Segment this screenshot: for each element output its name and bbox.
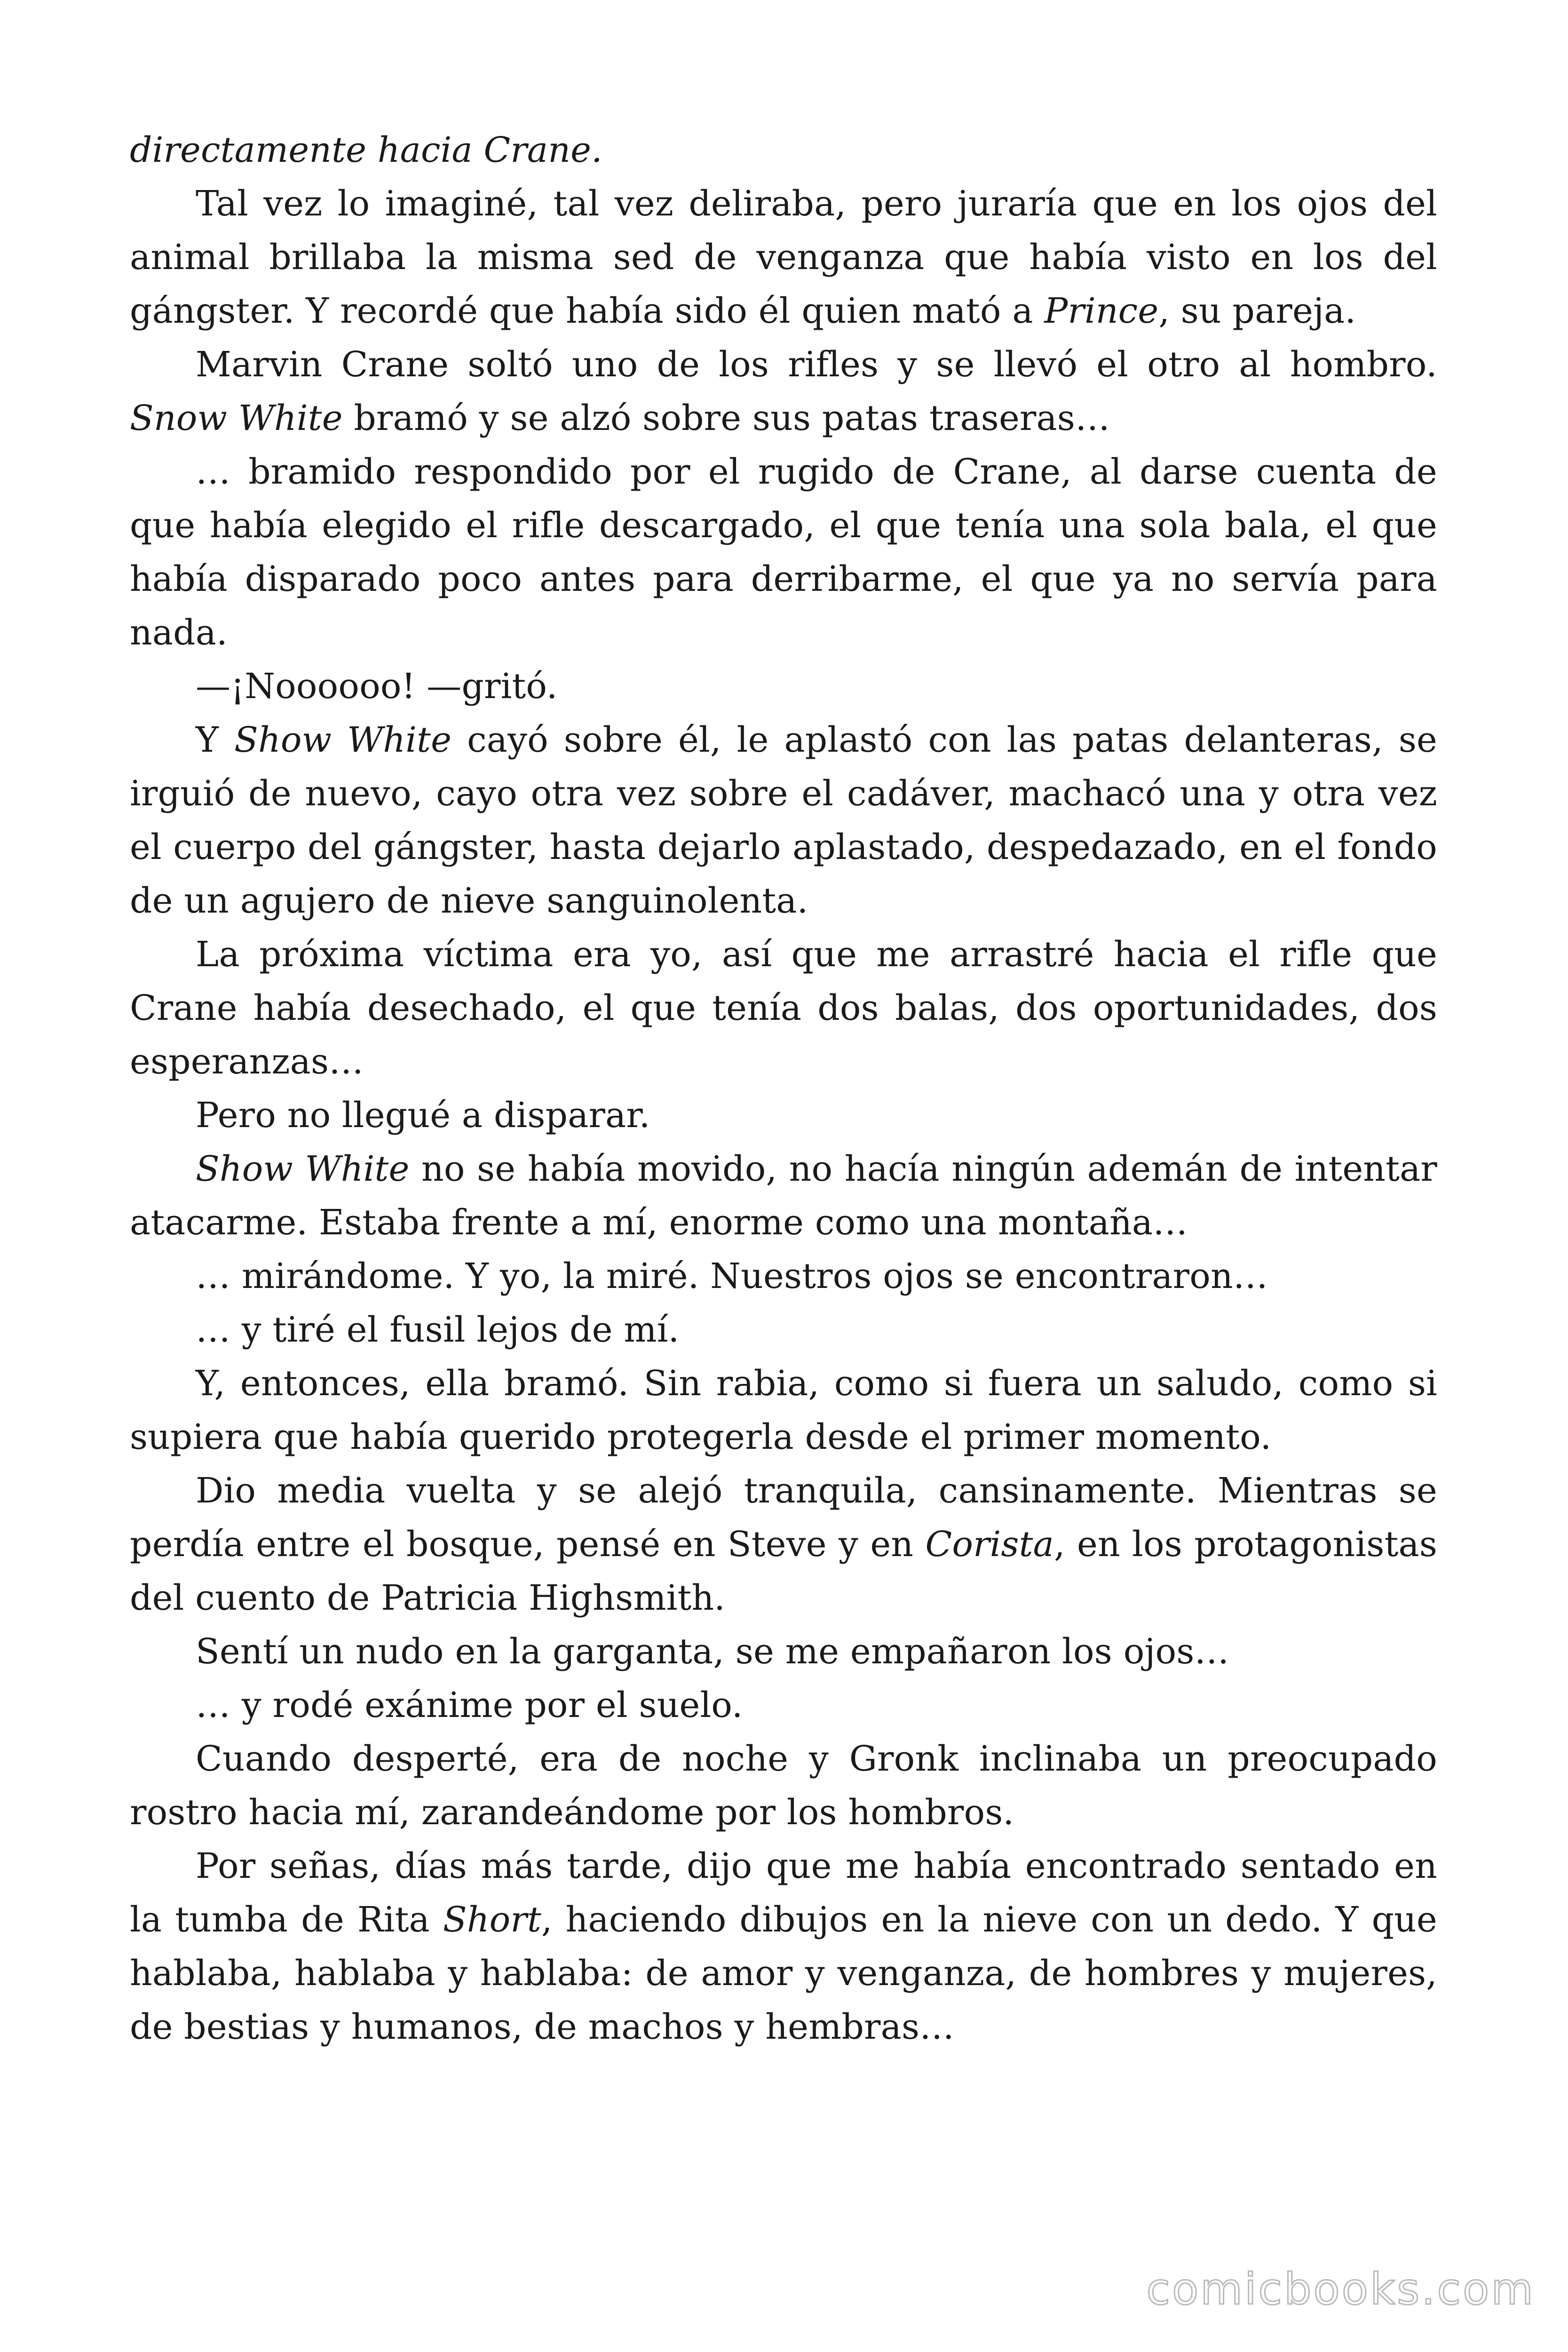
italic-text: Short — [443, 1899, 541, 1940]
text-segment: , haciendo dibujos en la nieve con un dedo. Y que hablaba, hablaba y hablaba: de amor y venganza, de hombres y mujeres, de bestias y humanos, de machos y hembras… — [130, 1899, 1437, 2047]
italic-text: Prince — [1044, 291, 1159, 331]
text-segment: Por señas, días más tarde, dijo que me había encontrado sentado en la tumba de Rita — [130, 1846, 1437, 1940]
text-segment: Marvin Crane soltó uno de los rifles y se llevó el otro al hombro. — [196, 344, 1437, 385]
paragraph — [130, 1249, 1437, 1303]
text-segment: … bramido respondido por el rugido de Crane, al darse cuenta de que había elegido el rifle descargado, el que tenía una sola bala, el que había disparado poco antes para derribarme, el que ya no servía para nada. — [130, 452, 1437, 653]
text-segment: no se había movido, no hacía ningún ademán de intentar atacarme. Estaba frente a mí, enorme como una montaña… — [130, 1149, 1437, 1243]
paragraph — [130, 177, 1437, 338]
text-segment: , su pareja. — [1158, 291, 1356, 331]
paragraph — [130, 1142, 1437, 1249]
text-segment: Dio media vuelta y se alejó tranquila, cansinamente. Mientras se perdía entre el bosque, pensé en Steve y en — [130, 1470, 1437, 1565]
text-segment: Sentí un nudo en la garganta, se me empañaron los ojos… — [196, 1631, 1229, 1672]
paragraph — [130, 928, 1437, 1089]
text-segment: , en los protagonistas del cuento de Patricia Highsmith. — [130, 1524, 1437, 1618]
text-segment: … y tiré el fusil lejos de mí. — [196, 1310, 680, 1350]
text-segment: Y — [196, 720, 235, 760]
text-segment: La próxima víctima era yo, así que me arrastré hacia el rifle que Crane había desechado, el que tenía dos balas, dos oportunidades, dos esperanzas… — [130, 934, 1437, 1082]
italic-text: directamente hacia Crane. — [130, 130, 602, 170]
paragraph — [130, 1625, 1437, 1678]
paragraph — [130, 1464, 1437, 1625]
paragraph — [130, 1089, 1437, 1142]
text-segment: … mirándome. Y yo, la miré. Nuestros ojos se encontraron… — [196, 1256, 1268, 1296]
text-segment: Y, entonces, ella bramó. Sin rabia, como si fuera un saludo, como si supiera que había querido protegerla desde el primer momento. — [130, 1363, 1437, 1457]
paragraph — [130, 1678, 1437, 1732]
text-segment: bramó y se alzó sobre sus patas traseras… — [342, 398, 1110, 438]
text-segment: Cuando desperté, era de noche y Gronk inclinaba un preocupado rostro hacia mí, zarandeándome por los hombros. — [130, 1739, 1437, 1833]
text-segment: … y rodé exánime por el suelo. — [196, 1685, 743, 1725]
text-segment: Pero no llegué a disparar. — [196, 1095, 650, 1136]
italic-text: Show White — [196, 1149, 410, 1189]
paragraph — [130, 1732, 1437, 1839]
italic-text: Show White — [234, 720, 452, 760]
paragraph — [130, 445, 1437, 660]
italic-text: Snow White — [130, 398, 343, 438]
text-segment: cayó sobre él, le aplastó con las patas delanteras, se irguió de nuevo, cayo otra vez sobre el cadáver, machacó una y otra vez el cuerpo del gángster, hasta dejarlo aplastado, despedazado, en el fondo de un agujero de nieve sanguinolenta. — [130, 720, 1438, 921]
italic-text: Corista — [925, 1524, 1054, 1565]
text-segment: Tal vez lo imaginé, tal vez deliraba, pero juraría que en los ojos del animal brillaba la misma sed de venganza que había visto en los del gángster. Y recordé que había sido él quien mató a — [130, 183, 1437, 331]
paragraph — [130, 713, 1437, 928]
watermark: comicbooks.com — [1146, 2264, 1535, 2314]
text-segment: —¡Noooooo! —gritó. — [196, 666, 558, 707]
paragraph — [130, 338, 1437, 445]
paragraph — [130, 1357, 1437, 1464]
paragraph — [130, 123, 1437, 177]
page-body — [130, 123, 1437, 2054]
paragraph — [130, 660, 1437, 713]
paragraph — [130, 1839, 1437, 2054]
paragraph — [130, 1303, 1437, 1357]
